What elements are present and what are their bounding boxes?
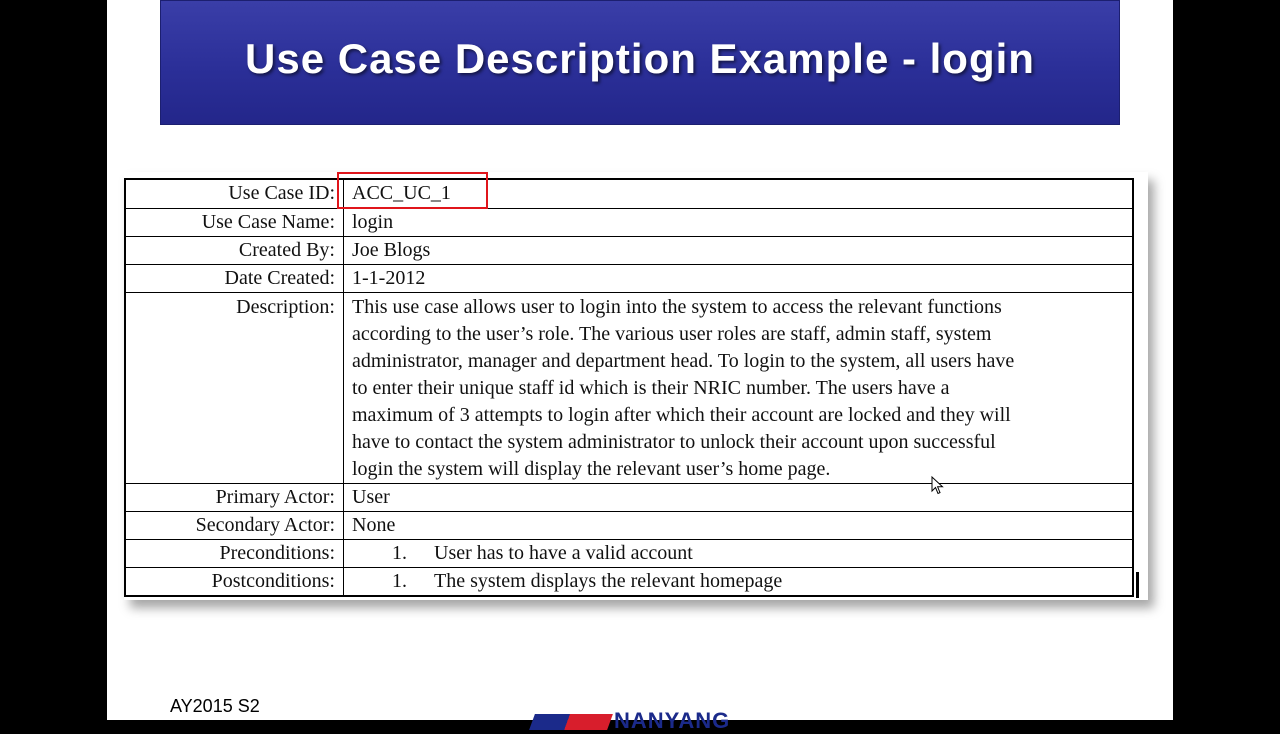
row-preconditions [125,539,1133,567]
list-number: 1. [392,541,407,564]
label-primary-actor: Primary Actor: [125,483,344,511]
list-item-text: User has to have a valid account [434,541,693,564]
row-primary-actor [125,483,1133,511]
description-line: administrator, manager and department head. To login to the system, all users have [352,349,1015,372]
value-preconditions [344,539,1134,567]
slide-title: Use Case Description Example - login [245,35,1035,82]
label-use-case-id: Use Case ID: [125,179,344,208]
label-postconditions: Postconditions: [125,567,344,596]
footer-term: AY2015 S2 [170,696,260,716]
description-line: have to contact the system administrator to unlock their account upon successful [352,430,996,453]
row-created-by [125,236,1133,264]
value-secondary-actor: None [344,511,1134,539]
list-item-text: The system displays the relevant homepage [434,569,783,592]
value-date-created: 1-1-2012 [344,264,1134,292]
slide [107,0,1173,733]
use-case-document [124,178,1148,599]
use-case-id-highlight-box [337,172,488,209]
row-date-created [125,264,1133,292]
label-created-by: Created By: [125,236,344,264]
value-use-case-name: login [344,208,1134,236]
title-bar [160,0,1120,125]
label-secondary-actor: Secondary Actor: [125,511,344,539]
list-number: 1. [392,569,407,592]
logo-mark-icon [529,714,613,730]
label-preconditions: Preconditions: [125,539,344,567]
description-line: login the system will display the relevant user’s home page. [352,457,831,480]
logo-text: NANYANG [614,708,731,733]
value-description [344,292,1134,483]
row-use-case-name [125,208,1133,236]
label-date-created: Date Created: [125,264,344,292]
label-description: Description: [125,292,344,483]
label-use-case-name: Use Case Name: [125,208,344,236]
value-use-case-id: ACC_UC_1 [344,179,1134,208]
description-line: according to the user’s role. The various user roles are staff, admin staff, system [352,322,992,345]
value-created-by: Joe Blogs [344,236,1134,264]
description-line: to enter their unique staff id which is their NRIC number. The users have a [352,376,950,399]
nanyang-logo [532,708,730,734]
row-use-case-id [125,179,1133,208]
value-postconditions [344,567,1134,596]
page-edge-line [1136,572,1139,598]
row-description [125,292,1133,483]
value-primary-actor: User [344,483,1134,511]
row-secondary-actor [125,511,1133,539]
mouse-pointer-icon [931,476,945,496]
row-postconditions [125,567,1133,596]
description-line: This use case allows user to login into the system to access the relevant functions [352,295,1002,318]
use-case-table [124,178,1134,597]
description-line: maximum of 3 attempts to login after which their account are locked and they will [352,403,1011,426]
